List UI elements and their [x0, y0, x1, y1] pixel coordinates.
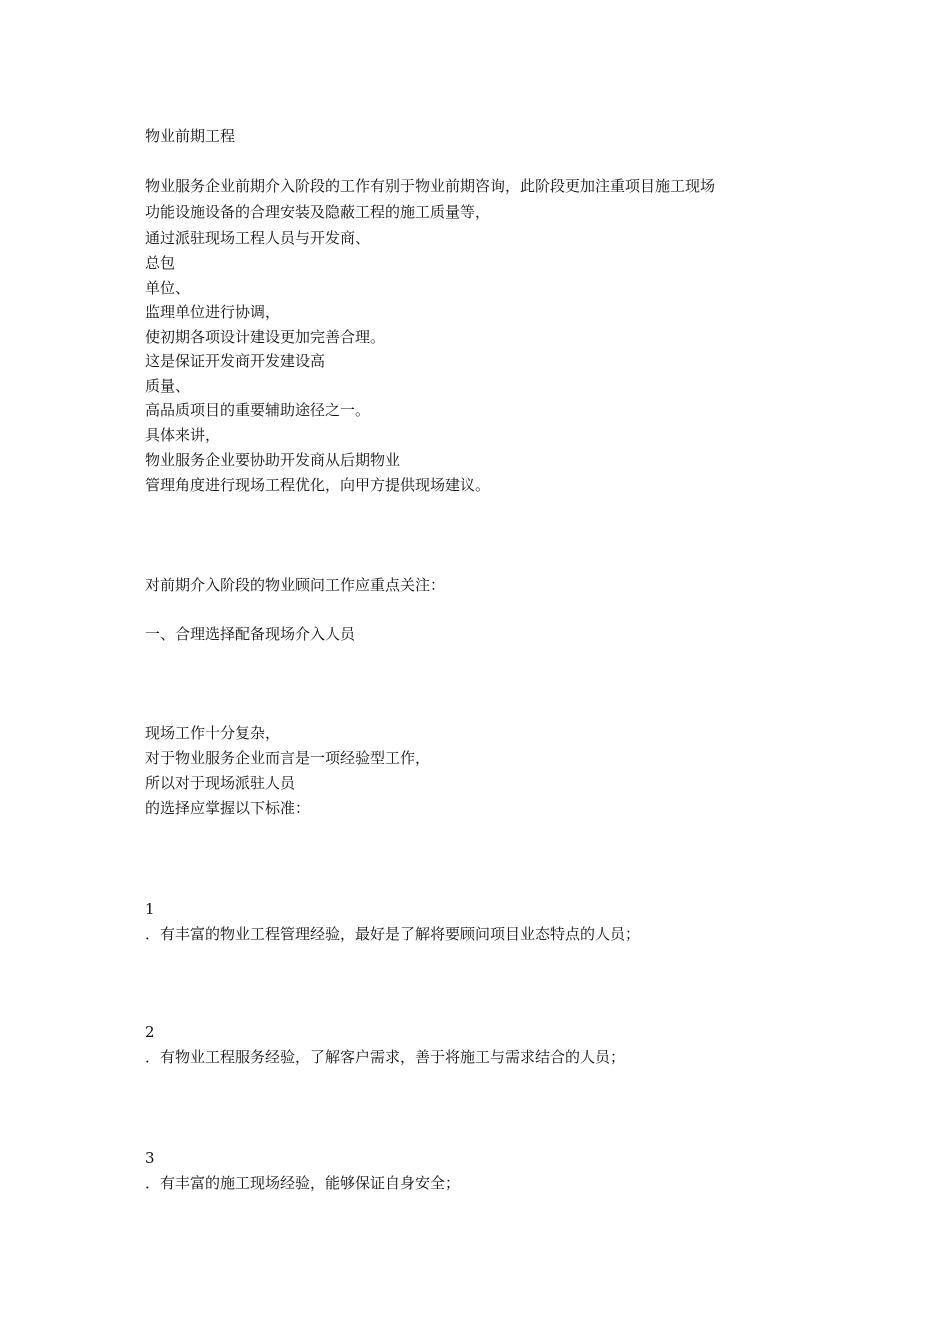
section-one-heading: 一、合理选择配备现场介入人员	[145, 625, 356, 643]
intro-line: 这是保证开发商开发建设高	[145, 352, 326, 370]
intro-line: 具体来讲，	[145, 426, 221, 444]
criteria-text: ．有丰富的施工现场经验，能够保证自身安全；	[145, 1174, 461, 1192]
section-one-line: 的选择应掌握以下标准：	[145, 799, 311, 817]
intro-line: 质量、	[145, 377, 191, 395]
intro-line: 高品质项目的重要辅助途径之一。	[145, 401, 371, 419]
intro-line: 管理角度进行现场工程优化，向甲方提供现场建议。	[145, 476, 491, 494]
criteria-number: 1	[145, 900, 155, 918]
intro-line: 单位、	[145, 279, 191, 297]
document-title: 物业前期工程	[145, 127, 236, 145]
focus-heading: 对前期介入阶段的物业顾问工作应重点关注：	[145, 576, 446, 594]
criteria-text: ．有物业工程服务经验，了解客户需求，善于将施工与需求结合的人员；	[145, 1048, 626, 1066]
intro-line: 物业服务企业前期介入阶段的工作有别于物业前期咨询，此阶段更加注重项目施工现场	[145, 177, 716, 195]
intro-line: 功能设施设备的合理安装及隐蔽工程的施工质量等，	[145, 203, 491, 221]
criteria-number: 3	[145, 1149, 155, 1167]
intro-line: 使初期各项设计建设更加完善合理。	[145, 328, 386, 346]
criteria-number: 2	[145, 1023, 155, 1041]
intro-line: 物业服务企业要协助开发商从后期物业	[145, 451, 401, 469]
criteria-text: ．有丰富的物业工程管理经验，最好是了解将要顾问项目业态特点的人员；	[145, 925, 641, 943]
section-one-line: 对于物业服务企业而言是一项经验型工作，	[145, 749, 431, 767]
section-one-line: 所以对于现场派驻人员	[145, 774, 296, 792]
intro-line: 总包	[145, 254, 176, 272]
intro-line: 监理单位进行协调，	[145, 303, 281, 321]
intro-line: 通过派驻现场工程人员与开发商、	[145, 229, 371, 247]
section-one-line: 现场工作十分复杂，	[145, 724, 281, 742]
